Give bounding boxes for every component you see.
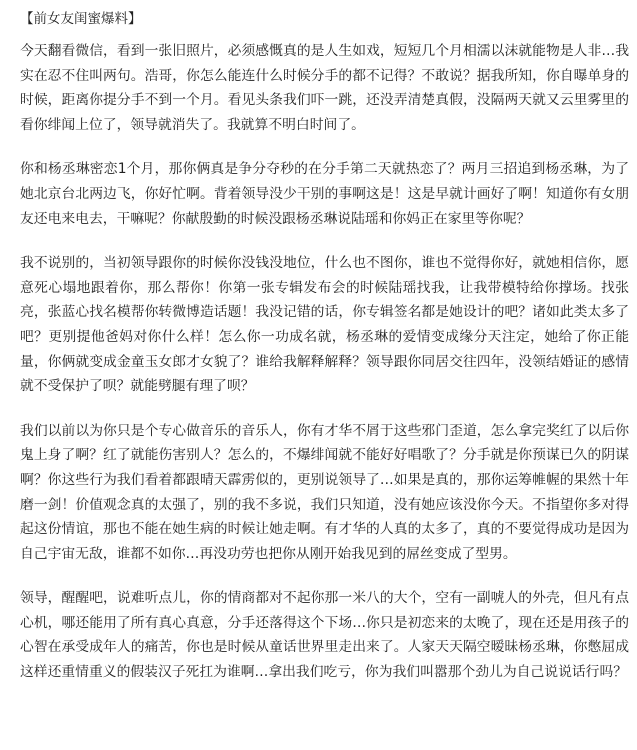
article-heading: 【前女友闺蜜爆料】 — [20, 11, 142, 27]
paragraph: 我不说别的，当初领导跟你的时候你没钱没地位，什么也不图你，谁也不觉得你好，就她相信你，愿意死心塌地跟着你，那么帮你！你第一张专辑发布会的时候陆瑶找我，让我带模特给你撑场。找张亮，张蓝心找名模帮你转微博造话题！我没记错的话，你专辑签名都是她设计的吧？诸如此类太多了吧？更别提他爸妈对你什么样！怎么你一功成名就，杨丞琳的爱情变成缘分天注定，她给了你正能量，你俩就变成金童玉女郎才女貌了？谁给我解释解释？领导跟你同居交往四年，没领结婚证的感情就不受保护了呗？就能劈腿有理了呗？ — [20, 255, 629, 395]
paragraph: 今天翻看微信，看到一张旧照片，必须感慨真的是人生如戏，短短几个月相濡以沫就能物是人非…我实在忍不住叫两句。浩哥，你怎么能连什么时候分手的都不记得？不敢说？据我所知，你自曝单身的时候，距离你提分手不到一个月。看见头条我们吓一跳，还没弄清楚真假，没隔两天就又云里雾里的看你绯闻上位了，领导就消失了。我就算不明白时间了。 — [20, 43, 629, 133]
paragraph: 领导，醒醒吧，说难听点儿，你的情商都对不起你那一米八的大个，空有一副唬人的外壳，但凡有点心机，哪还能用了所有真心真意，分手还落得这个下场…你只是初恋来的太晚了，现在还是用孩子的心智在承受成年人的痛苦，你也是时候从童话世界里走出来了。人家天天隔空暧昧杨丞琳，你憋屈成这样还重情重义的假装汉子死扛为谁啊…拿出我们吃亏，你为我们叫嚣那个劲儿为自己说说话行吗？ — [20, 590, 629, 681]
paragraph: 我们以前以为你只是个专心做音乐的音乐人，你有才华不屑于这些邪门歪道，怎么拿完奖红了以后你鬼上身了啊？红了就能伤害别人？怎么的，不爆绯闻就不能好好唱歌了？分手就是你预谋已久的阴谋啊？你这些行为我们看着都跟晴天霹雳似的，更别说领导了…如果是真的，那你运筹帷幄的果然十年磨一剑！价值观念真的太强了，别的我不多说，我们只知道，没有她应该没你今天。不指望你多对得起这份情谊，那也不能在她生病的时候让她走啊。有才华的人真的太多了，真的不要觉得成功是因为自己宇宙无敌，谁都不如你…再没功劳也把你从刚开始我见到的屌丝变成了型男。 — [20, 422, 629, 562]
paragraph: 你和杨丞琳密恋1个月，那你俩真是争分夺秒的在分手第二天就热恋了？两月三招追到杨丞琳，为了她北京台北两边飞，你好忙啊。背着领导没少干别的事啊这是！这是早就计画好了啊！知道你有女朋友还电来电去，干嘛呢？你献殷勤的时候没跟杨丞琳说陆瑶和你妈正在家里等你呢？ — [20, 161, 629, 227]
